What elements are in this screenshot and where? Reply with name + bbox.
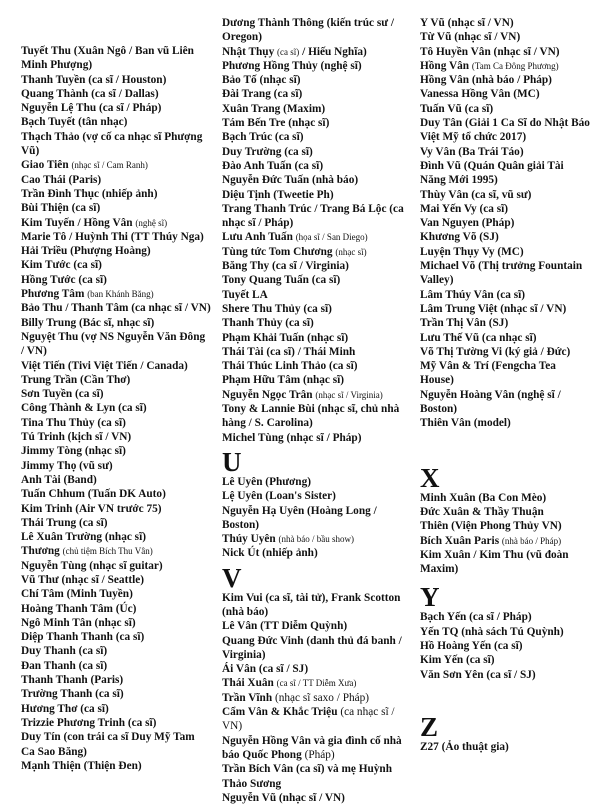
name-entry <box>222 373 408 387</box>
name-entry <box>222 59 408 73</box>
section-letter-v: V <box>222 562 242 593</box>
name-entry <box>21 602 211 616</box>
entry-text: Bảo Tố (nhạc sĩ) <box>222 74 301 87</box>
entry-text: Tony & Lannie Bùi (nhạc sĩ, chủ nhà hàng / S. Carolina) <box>222 403 400 430</box>
entry-text: (nhà báo / bầu show) <box>278 534 354 545</box>
entry-text: Kim Xuân / Kim Thu (vũ đoàn Maxim) <box>420 548 569 576</box>
entry-text: Phạm Khải Tuấn (nhạc sĩ) <box>222 331 349 344</box>
entry-text: Lâm Trung Việt (nhạc sĩ / VN) <box>420 302 567 315</box>
name-entry <box>21 473 211 487</box>
entry-text: Nick Út (nhiếp ảnh) <box>222 547 318 560</box>
name-entry <box>420 519 590 533</box>
name-entry <box>222 345 408 359</box>
entry-text: Thiên Vân (model) <box>420 417 511 430</box>
name-entry <box>21 359 211 373</box>
entry-text: Văn Sơn Yên (ca sĩ / SJ) <box>420 668 536 681</box>
entry-text: / Hiếu Nghĩa) <box>299 45 367 58</box>
name-entry <box>21 87 211 101</box>
entry-text: Shere Thu Thủy (ca sĩ) <box>222 302 332 315</box>
name-entry <box>420 668 590 682</box>
name-entry <box>222 87 408 101</box>
name-entry <box>21 44 211 73</box>
name-entry <box>222 662 408 676</box>
entry-text: Duy Tân (Giải 1 Ca Sĩ do Nhật Báo Việt Mỹ tổ chức 2017) <box>420 117 590 144</box>
name-entry <box>21 687 211 701</box>
name-entry <box>21 173 211 187</box>
entry-text: Lệ Uyên (Loan's Sister) <box>222 490 336 503</box>
name-entry <box>420 45 590 59</box>
entry-text: Vy Vân (Ba Trái Táo) <box>420 145 524 158</box>
entry-text: Quang Thành (ca sĩ / Dallas) <box>21 87 159 100</box>
name-entry <box>21 73 211 87</box>
entry-text: Võ Thị Tường Vi (ký giả / Đức) <box>420 345 571 358</box>
entry-text: Thái Thúc Linh Thảo (ca sĩ) <box>222 360 358 373</box>
entry-text: Lưu Thế Vũ (ca nhạc sĩ) <box>420 331 537 344</box>
entry-text: Michel Tùng (nhạc sĩ / Pháp) <box>222 431 362 444</box>
name-entry <box>222 619 408 633</box>
entry-text: Lâm Thúy Vân (ca sĩ) <box>420 288 526 301</box>
name-entry <box>21 301 211 315</box>
entry-text: Mỹ Vân & Trí (Fengcha Tea House) <box>420 360 556 387</box>
entry-text: Jimmy Tòng (nhạc sĩ) <box>21 445 126 458</box>
name-entry <box>21 616 211 630</box>
entry-text: Hồ Hoàng Yến (ca sĩ) <box>420 639 523 652</box>
name-entry <box>420 16 590 30</box>
name-entry <box>21 130 211 159</box>
entry-text: (nhà báo / Pháp) <box>501 535 562 546</box>
name-entry <box>222 691 408 705</box>
entry-text: Tuyết Thu (Xuân Ngô / Ban vũ Liên Minh Phượng) <box>21 45 194 72</box>
entry-text: Yến TQ (nhà sách Tú Quỳnh) <box>420 625 564 638</box>
directory-column-1 <box>21 44 211 773</box>
name-entry <box>21 330 211 359</box>
name-entry <box>222 475 408 489</box>
name-entry <box>420 230 590 244</box>
name-entry <box>222 532 408 546</box>
name-entry <box>420 59 590 73</box>
name-entry <box>420 30 590 44</box>
name-entry <box>222 331 408 345</box>
entry-text: Nguyệt Thu (vợ NS Nguyễn Văn Đông / VN) <box>21 330 206 358</box>
name-entry <box>21 201 211 215</box>
name-entry <box>21 401 211 415</box>
name-entry <box>420 245 590 259</box>
entry-text: Trần Vĩnh <box>222 691 275 704</box>
name-entry <box>21 573 211 587</box>
name-entry <box>222 634 408 663</box>
name-entry <box>420 639 590 653</box>
entry-text: Giao Tiên <box>21 159 72 172</box>
entry-text: Nguyễn Lệ Thu (ca sĩ / Pháp) <box>21 102 162 115</box>
entry-text: (nhạc sĩ) <box>335 246 367 257</box>
entry-text: Thanh Thủy (ca sĩ) <box>222 317 314 330</box>
name-entry <box>420 491 590 505</box>
name-entry <box>420 202 590 216</box>
entry-text: Lưu Anh Tuấn <box>222 231 296 244</box>
name-entry <box>21 459 211 473</box>
name-entry <box>21 273 211 287</box>
name-entry <box>21 630 211 644</box>
entry-text: Trần Thị Vân (SJ) <box>420 317 509 330</box>
name-entry <box>222 45 408 59</box>
entry-text: Y Vũ (nhạc sĩ / VN) <box>420 17 514 29</box>
entry-text: Nguyễn Vũ (nhạc sĩ / VN) <box>222 791 345 804</box>
name-entry <box>21 258 211 272</box>
name-entry <box>222 102 408 116</box>
name-entry <box>21 158 211 172</box>
name-entry <box>21 559 211 573</box>
name-entry <box>222 402 408 431</box>
entry-text: Đài Trang (ca sĩ) <box>222 88 303 101</box>
name-entry <box>222 273 408 287</box>
entry-text: Michael Võ (Thị trưởng Fountain Valley) <box>420 260 583 287</box>
name-entry <box>222 145 408 159</box>
name-entry <box>222 116 408 130</box>
name-entry <box>420 625 590 639</box>
entry-text: Duy Trường (ca sĩ) <box>222 145 313 158</box>
name-entry <box>420 188 590 202</box>
entry-text: Tô Huyền Vân (nhạc sĩ / VN) <box>420 45 560 58</box>
name-entry <box>21 316 211 330</box>
name-entry <box>21 644 211 658</box>
entry-text: Thái Tài (ca sĩ) / Thái Minh <box>222 345 356 358</box>
entry-text: Cẩm Vân & Khắc Triệu <box>222 706 341 719</box>
entry-text: Duy Thanh (ca sĩ) <box>21 645 108 658</box>
entry-text: Thúy Uyên <box>222 533 279 546</box>
entry-text: Hương Thơ (ca sĩ) <box>21 702 109 715</box>
entry-text: Trung Trần (Cần Thơ) <box>21 373 131 386</box>
entry-text: (nhạc sĩ / Cam Ranh) <box>71 160 148 171</box>
entry-text: Khương Võ (SJ) <box>420 231 499 244</box>
entry-text: Thái Xuân <box>222 677 277 690</box>
entry-text: Trizzie Phương Trinh (ca sĩ) <box>21 716 157 729</box>
name-entry <box>21 230 211 244</box>
name-entry <box>21 101 211 115</box>
entry-text: Nguyễn Tùng (nhạc sĩ guitar) <box>21 559 163 572</box>
entry-text: (nhạc sĩ / Virginia) <box>315 389 383 400</box>
name-entry <box>222 546 408 560</box>
name-entry <box>222 230 408 244</box>
entry-text: Nguyễn Hoàng Vân (nghệ sĩ / Boston) <box>420 388 561 416</box>
entry-text: Công Thành & Lyn (ca sĩ) <box>21 402 147 415</box>
name-entry <box>21 244 211 258</box>
name-entry <box>21 702 211 716</box>
entry-text: Tuấn Vũ (ca sĩ) <box>420 102 494 115</box>
entry-text: Marie Tô / Huỳnh Thi (TT Thúy Nga) <box>21 230 204 243</box>
entry-text: (ca sĩ / TT Diễm Xưa) <box>276 678 357 689</box>
entry-text: Lê Xuân Trường (nhạc sĩ) <box>21 531 146 544</box>
name-entry <box>420 416 590 430</box>
entry-text: (ban Khánh Băng) <box>87 289 154 300</box>
name-entry <box>21 730 211 759</box>
entry-text: Quang Đức Vinh (danh thủ đá banh / Virginia) <box>222 634 402 661</box>
name-entry <box>21 659 211 673</box>
name-entry <box>21 716 211 730</box>
name-entry <box>420 145 590 159</box>
entry-text: Billy Trung (Bác sĩ, nhạc sĩ) <box>21 316 155 329</box>
entry-text: Băng Thy (ca sĩ / Virginia) <box>222 260 349 273</box>
name-entry <box>420 359 590 388</box>
entry-text: (ca nhạc sĩ / VN) <box>222 706 395 733</box>
entry-text: Sơn Tuyền (ca sĩ) <box>21 388 104 401</box>
name-entry <box>222 202 408 231</box>
entry-text: Van Nguyen (Pháp) <box>420 217 515 230</box>
entry-text: Từ Vũ (nhạc sĩ / VN) <box>420 31 521 44</box>
entry-text: Hồng Vân (nhà báo / Pháp) <box>420 74 552 87</box>
entry-text: Nguyễn Hạ Uyên (Hoàng Long / Boston) <box>222 504 377 531</box>
entry-text: Nguyễn Đức Tuấn (nhà báo) <box>222 174 359 187</box>
name-entry <box>420 116 590 145</box>
entry-text: Thiên (Viện Phong Thủy VN) <box>420 520 562 533</box>
directory-column-2 <box>222 16 408 805</box>
entry-text: Kim Trinh (Air VN trước 75) <box>21 502 162 515</box>
entry-text: Đan Thanh (ca sĩ) <box>21 659 108 672</box>
entry-text: Luyện Thụy Vy (MC) <box>420 245 524 258</box>
name-entry <box>21 516 211 530</box>
entry-text: Nguyễn Hồng Vân và gia đình cố nhà báo Quốc Phong <box>222 734 402 761</box>
name-entry <box>222 431 408 445</box>
name-entry <box>222 159 408 173</box>
entry-text: (chủ tiệm Bích Thu Vân) <box>62 546 153 557</box>
name-entry <box>420 331 590 345</box>
name-entry <box>21 444 211 458</box>
section-letter-z: Z <box>420 711 439 742</box>
name-entry <box>21 287 211 301</box>
entry-text: Kim Tuyến / Hồng Vân <box>21 216 136 229</box>
name-entry <box>420 288 590 302</box>
entry-text: Đào Anh Tuấn (ca sĩ) <box>222 159 324 172</box>
entry-text: Trần Bích Vân (ca sĩ) và mẹ Huỳnh Thảo Sương <box>222 763 392 790</box>
name-entry <box>222 359 408 373</box>
entry-text: Z27 (Ảo thuật gia) <box>420 740 509 753</box>
name-entry <box>420 610 590 624</box>
name-entry <box>21 115 211 129</box>
name-entry <box>420 216 590 230</box>
name-entry <box>420 388 590 417</box>
entry-text: Bạch Tuyết (tân nhạc) <box>21 116 128 129</box>
entry-text: Anh Tài (Band) <box>21 473 97 486</box>
entry-text: Nguyễn Ngọc Trân <box>222 388 316 401</box>
entry-text: (ca sĩ) <box>277 46 300 57</box>
name-entry <box>420 302 590 316</box>
name-entry <box>222 388 408 402</box>
entry-text: Kim Tước (ca sĩ) <box>21 259 102 272</box>
name-entry <box>420 87 590 101</box>
entry-text: Nhật Thụy <box>222 45 278 58</box>
entry-text: Thanh Tuyền (ca sĩ / Houston) <box>21 73 167 86</box>
entry-text: (Tam Ca Đông Phương) <box>471 60 559 71</box>
name-entry <box>222 259 408 273</box>
name-entry <box>222 762 408 791</box>
name-entry <box>222 302 408 316</box>
entry-text: (nghệ sĩ) <box>135 217 168 228</box>
entry-text: Ái Vân (ca sĩ / SJ) <box>222 663 309 676</box>
entry-text: Việt Tiến (Tivi Việt Tiến / Canada) <box>21 359 188 372</box>
name-entry <box>21 387 211 401</box>
entry-text: Thanh Thanh (Paris) <box>21 674 124 687</box>
entry-text: Phạm Hữu Tâm (nhạc sĩ) <box>222 374 345 387</box>
entry-text: Bùi Thiện (ca sĩ) <box>21 202 101 215</box>
name-entry <box>21 502 211 516</box>
name-entry <box>21 487 211 501</box>
entry-text: Thái Trung (ca sĩ) <box>21 516 108 529</box>
entry-text: Lê Uyên (Phương) <box>222 475 311 488</box>
entry-text: (Pháp) <box>304 748 335 761</box>
entry-text: Mạnh Thiện (Thiện Đen) <box>21 759 142 772</box>
name-entry <box>420 653 590 667</box>
name-entry <box>222 676 408 690</box>
name-entry <box>222 188 408 202</box>
entry-text: Chí Tâm (Minh Tuyền) <box>21 588 133 601</box>
entry-text: Kim Yến (ca sĩ) <box>420 654 495 667</box>
entry-text: Đình Vũ (Quán Quân giải Tài Năng Mới 1995) <box>420 159 564 187</box>
name-entry <box>222 734 408 763</box>
name-entry <box>222 130 408 144</box>
name-entry <box>222 73 408 87</box>
name-entry <box>420 102 590 116</box>
entry-text: Hoàng Thanh Tâm (Úc) <box>21 602 137 615</box>
name-entry <box>21 544 211 558</box>
entry-text: Minh Xuân (Ba Con Mèo) <box>420 491 547 504</box>
name-entry <box>222 504 408 533</box>
name-entry <box>420 345 590 359</box>
entry-text: Tú Trinh (kịch sĩ / VN) <box>21 431 132 444</box>
section-letter-y: Y <box>420 582 440 613</box>
name-entry <box>21 587 211 601</box>
entry-text: Thạch Thảo (vợ cố ca nhạc sĩ Phượng Vũ) <box>21 130 203 158</box>
entry-text: Diệu Tịnh (Tweetie Ph) <box>222 188 334 201</box>
entry-text: Xuân Trang (Maxim) <box>222 102 326 115</box>
name-entry <box>420 159 590 188</box>
name-entry <box>222 16 408 45</box>
entry-text: Diệp Thanh Thanh (ca sĩ) <box>21 631 145 644</box>
entry-text: Tám Bến Tre (nhạc sĩ) <box>222 117 330 130</box>
entry-text: Bích Xuân Paris <box>420 534 502 547</box>
name-entry <box>420 316 590 330</box>
entry-text: Tony Quang Tuấn (ca sĩ) <box>222 274 341 287</box>
section-letter-u: U <box>222 446 242 477</box>
name-entry <box>420 259 590 288</box>
name-entry <box>21 759 211 773</box>
name-entry <box>222 591 408 620</box>
entry-text: Mai Yến Vy (ca sĩ) <box>420 202 509 215</box>
entry-text: Hải Triều (Phượng Hoàng) <box>21 245 151 258</box>
name-entry <box>21 430 211 444</box>
entry-text: Kim Vui (ca sĩ, tài tử), Frank Scotton (nhà báo) <box>222 591 401 618</box>
entry-text: Phương Hồng Thủy (nghệ sĩ) <box>222 59 362 72</box>
name-entry <box>222 173 408 187</box>
name-entry <box>222 489 408 503</box>
entry-text: Hồng Vân <box>420 59 472 72</box>
name-entry <box>21 187 211 201</box>
entry-text: Tuyết LA <box>222 288 268 301</box>
entry-text: Tina Thu Thủy (ca sĩ) <box>21 416 126 429</box>
name-entry <box>420 73 590 87</box>
name-entry <box>21 416 211 430</box>
entry-text: Tuấn Chhum (Tuấn DK Auto) <box>21 488 166 501</box>
section-letter-x: X <box>420 462 440 493</box>
name-entry <box>222 288 408 302</box>
name-entry <box>222 245 408 259</box>
name-entry <box>222 705 408 734</box>
entry-text: Trang Thanh Trúc / Trang Bá Lộc (ca nhạc sĩ / Pháp) <box>222 202 404 230</box>
name-entry <box>222 791 408 805</box>
name-entry <box>420 548 590 577</box>
entry-text: Hồng Tước (ca sĩ) <box>21 273 107 286</box>
entry-text: Jimmy Thọ (vũ sư) <box>21 459 113 472</box>
entry-text: Cao Thái (Paris) <box>21 173 102 186</box>
entry-text: Duy Tín (con trái ca sĩ Duy Mỹ Tam Ca Sao Băng) <box>21 731 195 758</box>
entry-text: Thương <box>21 545 63 558</box>
entry-text: (họa sĩ / San Diego) <box>295 232 368 243</box>
entry-text: Bạch Yến (ca sĩ / Pháp) <box>420 611 532 624</box>
name-entry <box>420 740 590 754</box>
entry-text: Dương Thành Thông (kiến trúc sư / Oregon) <box>222 17 394 44</box>
entry-text: Đức Xuân & Thầy Thuận <box>420 505 544 518</box>
entry-text: Trường Thanh (ca sĩ) <box>21 688 124 701</box>
entry-text: Lê Vân (TT Diễm Quỳnh) <box>222 620 348 633</box>
entry-text: Thùy Vân (ca sĩ, vũ sư) <box>420 188 532 201</box>
entry-text: (nhạc sĩ saxo / Pháp) <box>274 691 370 704</box>
name-entry <box>420 534 590 548</box>
entry-text: Tùng tức Tom Chương <box>222 245 336 258</box>
name-entry <box>21 373 211 387</box>
entry-text: Ngô Minh Tân (nhạc sĩ) <box>21 616 136 629</box>
directory-column-3 <box>420 16 590 754</box>
entry-text: Vanessa Hồng Vân (MC) <box>420 88 540 101</box>
entry-text: Bảo Thu / Thanh Tâm (ca nhạc sĩ / VN) <box>21 302 211 315</box>
name-entry <box>21 673 211 687</box>
entry-text: Vũ Thư (nhạc sĩ / Seattle) <box>21 573 145 586</box>
name-entry <box>222 316 408 330</box>
entry-text: Trần Đình Thục (nhiếp ảnh) <box>21 187 158 200</box>
entry-text: Phương Tâm <box>21 288 88 301</box>
name-entry <box>420 505 590 519</box>
name-entry <box>21 216 211 230</box>
name-entry <box>21 530 211 544</box>
entry-text: Bạch Trúc (ca sĩ) <box>222 131 304 144</box>
